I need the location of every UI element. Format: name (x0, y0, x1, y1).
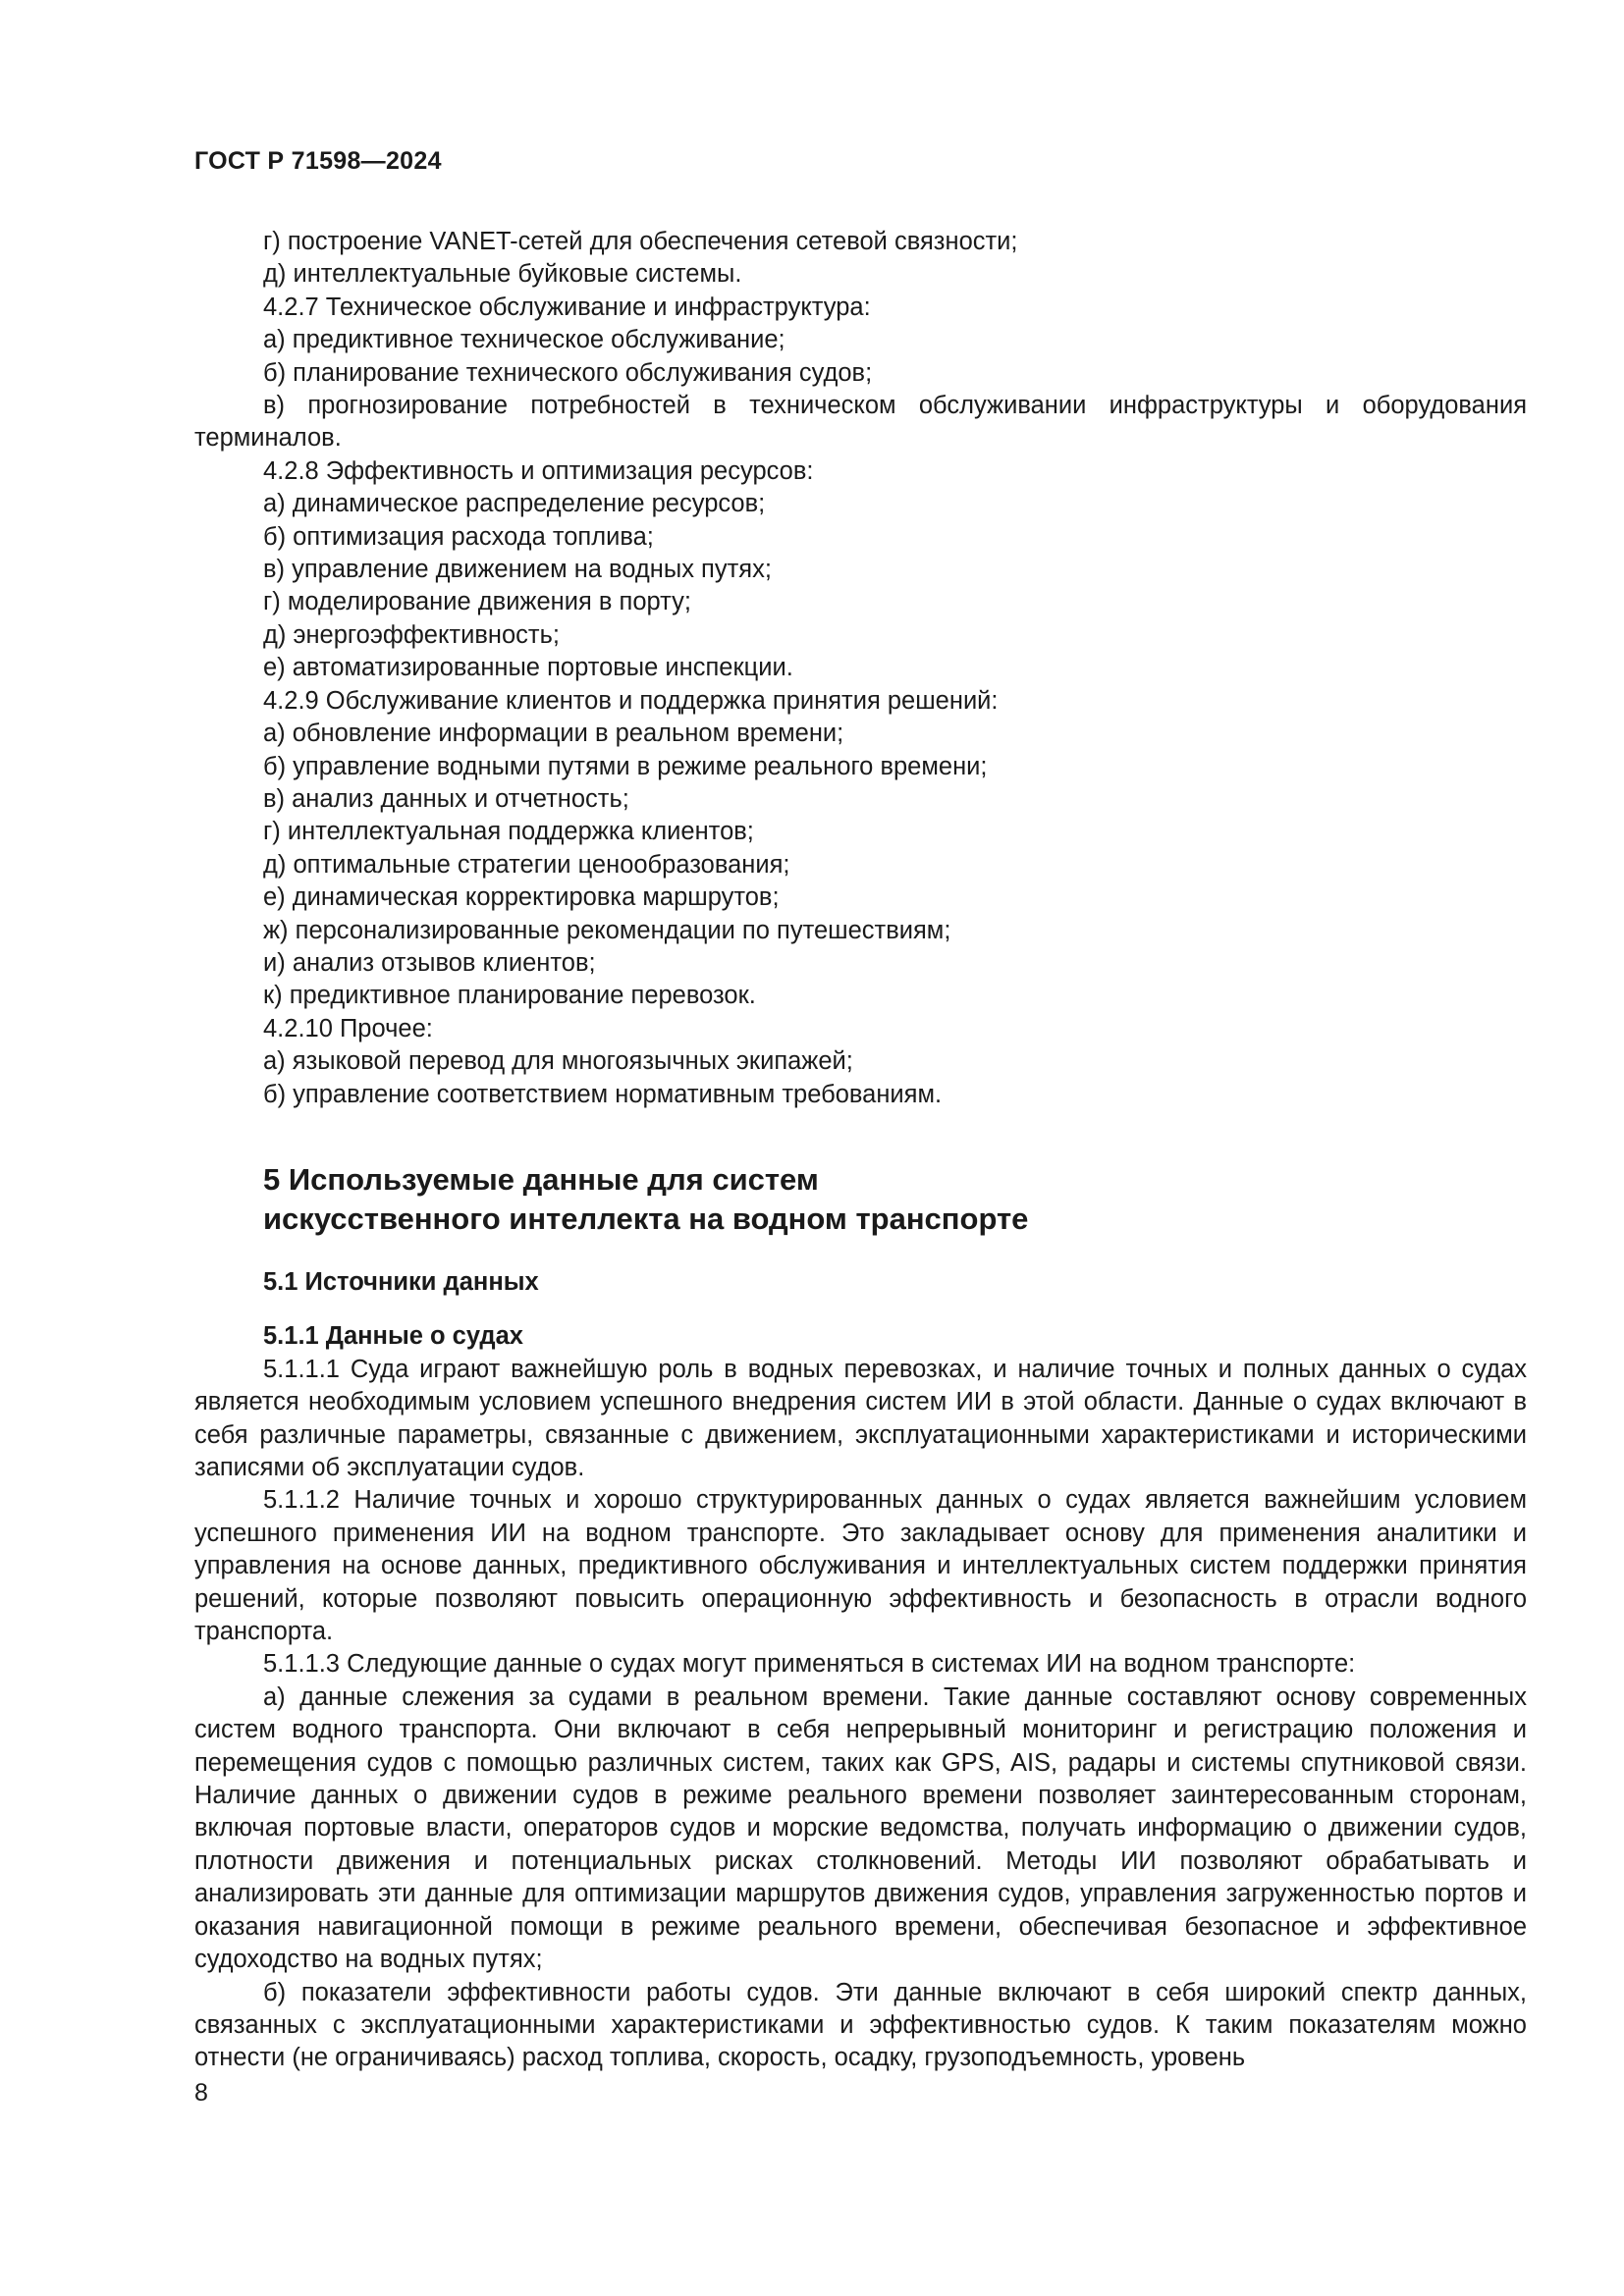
list-item: г) построение VANET-сетей для обеспечения сетевой связности; (263, 228, 1018, 255)
section-5-title-line-2: искусственного интеллекта на водном транспорте (263, 1201, 1029, 1236)
page-number: 8 (194, 2079, 208, 2107)
paragraph-5-1-1-2: 5.1.1.2 Наличие точных и хорошо структурированных данных о судах является важнейшим условием успешного применения ИИ на водном транспорте. Это закладывает основу для применения аналитики и управления на основе данных, предиктивного обслуживания и интеллектуальных систем поддержки принятия решений, которые позволяют повысить операционную эффективность и безопасность в отрасли водного транспорта. (194, 1486, 1527, 1646)
list-item: в) управление движением на водных путях; (263, 556, 772, 584)
subsection-5-1-1-title: 5.1.1 Данные о судах (263, 1322, 523, 1351)
list-item: е) автоматизированные портовые инспекции. (263, 654, 793, 682)
list-item: а) предиктивное техническое обслуживание; (263, 326, 785, 354)
section-5-title-line-1: 5 Используемые данные для систем (263, 1161, 819, 1197)
list-block-4-2-8-to-4-2-10 (194, 455, 1527, 1111)
list-item: а) языковой перевод для многоязычных экипажей; (263, 1047, 853, 1076)
document-header: ГОСТ Р 71598—2024 (194, 147, 442, 175)
list-item: б) оптимизация расхода топлива; (263, 522, 654, 551)
clause-heading-4-2-8: 4.2.8 Эффективность и оптимизация ресурсов: (263, 456, 814, 485)
subsection-5-1-title: 5.1 Источники данных (263, 1267, 539, 1296)
paragraph-5-1-1-3: 5.1.1.3 Следующие данные о судах могут применяться в системах ИИ на водном транспорте: (263, 1650, 1356, 1679)
clause-heading-4-2-9: 4.2.9 Обслуживание клиентов и поддержка принятия решений: (263, 686, 999, 715)
list-item: б) управление водными путями в режиме реального времени; (263, 752, 988, 780)
list-item: г) интеллектуальная поддержка клиентов; (263, 818, 754, 846)
list-item: д) интеллектуальные буйковые системы. (263, 260, 742, 289)
list-item: в) анализ данных и отчетность; (263, 784, 629, 813)
list-item: ж) персонализированные рекомендации по путешествиям; (263, 916, 951, 944)
clause-heading-4-2-7: 4.2.7 Техническое обслуживание и инфраструктура: (263, 293, 871, 321)
list-item: д) оптимальные стратегии ценообразования; (263, 850, 790, 879)
list-item: б) планирование технического обслуживания судов; (263, 358, 873, 387)
clause-heading-4-2-10: 4.2.10 Прочее: (263, 1014, 433, 1042)
list-item: д) энергоэффективность; (263, 620, 560, 649)
list-block-4-2-6-tail (194, 226, 1527, 455)
paragraph-item-a: а) данные слежения за судами в реальном времени. Такие данные составляют основу современных систем водного транспорта. Они включают в себя непрерывный мониторинг и регистрацию положения и перемещения судов с помощью различных систем, таких как GPS, AIS, радары и системы спутниковой связи. Наличие данных о движении судов в режиме реального времени позволяет заинтересованным сторонам, включая портовые власти, операторов судов и морские ведомства, получать информацию о движении судов, плотности движения и потенциальных рисках столкновений. Методы ИИ позволяют обрабатывать и анализировать эти данные для оптимизации маршрутов движения судов, управления загруженностью портов и оказания навигационной помощи в режиме реального времени, обеспечивая безопасное и эффективное судоходство на водных путях; (194, 1682, 1527, 1974)
list-item: к) предиктивное планирование перевозок. (263, 982, 756, 1010)
document-body (194, 226, 1527, 2075)
list-item: г) моделирование движения в порту; (263, 588, 691, 616)
list-item: б) управление соответствием нормативным требованиям. (263, 1080, 943, 1108)
paragraph-5-1-1-1: 5.1.1.1 Суда играют важнейшую роль в водных перевозках, и наличие точных и полных данных о судах является необходимым условием успешного внедрения систем ИИ в этой области. Данные о судах включают в себя различные параметры, связанные с движением, эксплуатационными характеристиками и историческими записями об эксплуатации судов. (194, 1355, 1527, 1481)
paragraph-item-b: б) показатели эффективности работы судов. Эти данные включают в себя широкий спектр данных, связанных с эксплуатационными характеристиками и эффективностью судов. К таким показателям можно отнести (не ограничиваясь) расход топлива, скорость, осадку, грузоподъемность, уровень (194, 1978, 1527, 2072)
list-item: а) обновление информации в реальном времени; (263, 720, 844, 748)
section-5-title (194, 1160, 1527, 1239)
list-item: е) динамическая корректировка маршрутов; (263, 883, 780, 912)
list-item: и) анализ отзывов клиентов; (263, 948, 596, 977)
list-item: в) прогнозирование потребностей в техническом обслуживании инфраструктуры и оборудования терминалов. (194, 392, 1527, 453)
list-item: а) динамическое распределение ресурсов; (263, 490, 766, 518)
